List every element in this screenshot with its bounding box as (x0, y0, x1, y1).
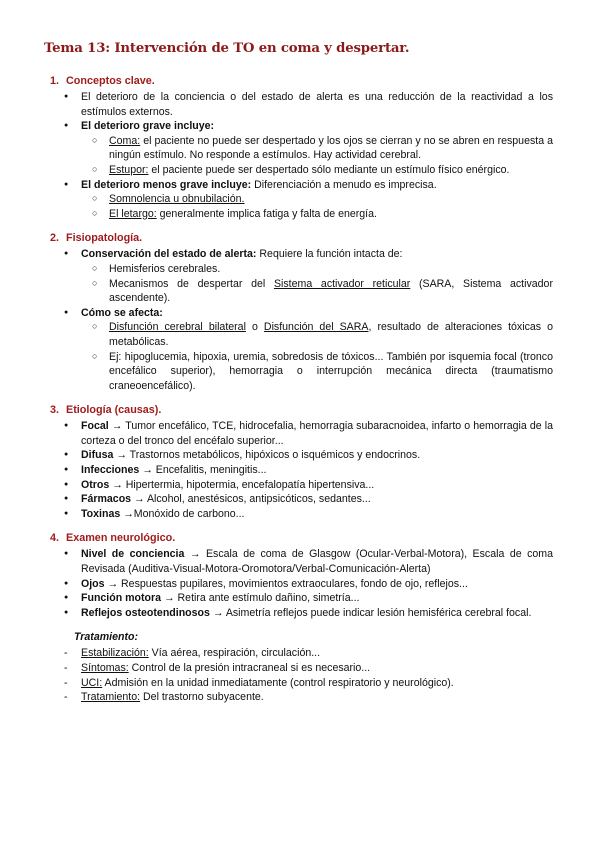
sub-list-item: ○ Mecanismos de despertar del Sistema activador reticular (SARA, Sistema activador ascendente). (109, 277, 553, 306)
list-item: ● Infecciones → Encefalitis, meningitis... (81, 463, 553, 478)
list-item: ● El deterioro grave incluye: (81, 119, 553, 134)
list-item: ● Toxinas →Monóxido de carbono... (81, 507, 553, 522)
sub-list-item: ○ Estupor: el paciente puede ser despertado sólo mediante un estímulo físico enérgico. (109, 163, 553, 178)
list-item: ● El deterioro menos grave incluye: Diferenciación a menudo es imprecisa. (81, 178, 553, 193)
sub-list-item: ○ El letargo: generalmente implica fatiga y falta de energía. (109, 207, 553, 222)
list-item: - UCI: Admisión en la unidad inmediatamente (control respiratorio y neurológico). (81, 676, 553, 691)
list-item: ● Nivel de conciencia → Escala de coma de Glasgow (Ocular-Verbal-Motora), Escala de coma Revisada (Auditiva-Visual-Motora-Oromotora/Verbal-Comunicación-Alerta) (81, 547, 553, 576)
sub-list-item: ○ Ej: hipoglucemia, hipoxia, uremia, sobredosis de tóxicos... También por isquemia focal (tronco encefálico superior), hemorragia o interrupción mecánica directa (traumatismo craneoencefálico). (109, 350, 553, 394)
list-item: - Síntomas: Control de la presión intracraneal si es necesario... (81, 661, 553, 676)
section-heading: 2. Fisiopatología. (50, 232, 143, 245)
list-item: ● Otros → Hipertermia, hipotermia, encefalopatía hipertensiva... (81, 478, 553, 493)
sub-list-item: ○ Hemisferios cerebrales. (109, 262, 553, 277)
section-heading: 3. Etiología (causas). (50, 404, 162, 417)
sub-list-item: ○ Coma: el paciente no puede ser despertado y los ojos se cierran y no se abren en respuesta a ningún estímulo. No responde a estímulos. Hay actividad cerebral. (109, 134, 553, 163)
list-item: ● Cómo se afecta: (81, 306, 553, 321)
section-heading: 4. Examen neurológico. (50, 532, 176, 545)
section-conceptos-clave (0, 74, 600, 221)
list-item: ● Función motora → Retira ante estímulo dañino, simetría... (81, 591, 553, 606)
list-item: ● Fármacos → Alcohol, anestésicos, antipsicóticos, sedantes... (81, 492, 553, 507)
page-title: Tema 13: Intervención de TO en coma y despertar. (44, 41, 410, 56)
section-etiologia (0, 403, 600, 521)
list-item: ● El deterioro de la conciencia o del estado de alerta es una reducción de la reactividad a los estímulos externos. (81, 90, 553, 119)
document-body (0, 74, 600, 715)
section-heading: Tratamiento: (74, 631, 138, 644)
list-item: - Tratamiento: Del trastorno subyacente. (81, 690, 553, 705)
section-tratamiento (0, 630, 600, 704)
list-item: ● Difusa → Trastornos metabólicos, hipóxicos o isquémicos y endocrinos. (81, 448, 553, 463)
sub-list-item: ○ Disfunción cerebral bilateral o Disfunción del SARA, resultado de alteraciones tóxicas o metabólicas. (109, 320, 553, 349)
section-fisiopatologia (0, 231, 600, 393)
list-item: ● Ojos → Respuestas pupilares, movimientos extraoculares, fondo de ojo, reflejos... (81, 577, 553, 592)
sub-list-item: ○ Somnolencia u obnubilación. (109, 192, 553, 207)
section-examen-neurologico (0, 531, 600, 620)
list-item: ● Reflejos osteotendinosos → Asimetría reflejos puede indicar lesión hemisférica cerebral focal. (81, 606, 553, 621)
list-item: - Estabilización: Vía aérea, respiración, circulación... (81, 646, 553, 661)
list-item: ● Conservación del estado de alerta: Requiere la función intacta de: (81, 247, 553, 262)
section-heading: 1. Conceptos clave. (50, 75, 155, 87)
list-item: ● Focal → Tumor encefálico, TCE, hidrocefalia, hemorragia subaracnoidea, infarto o hemorragia de la corteza o del tronco del encéfalo superior... (81, 419, 553, 448)
